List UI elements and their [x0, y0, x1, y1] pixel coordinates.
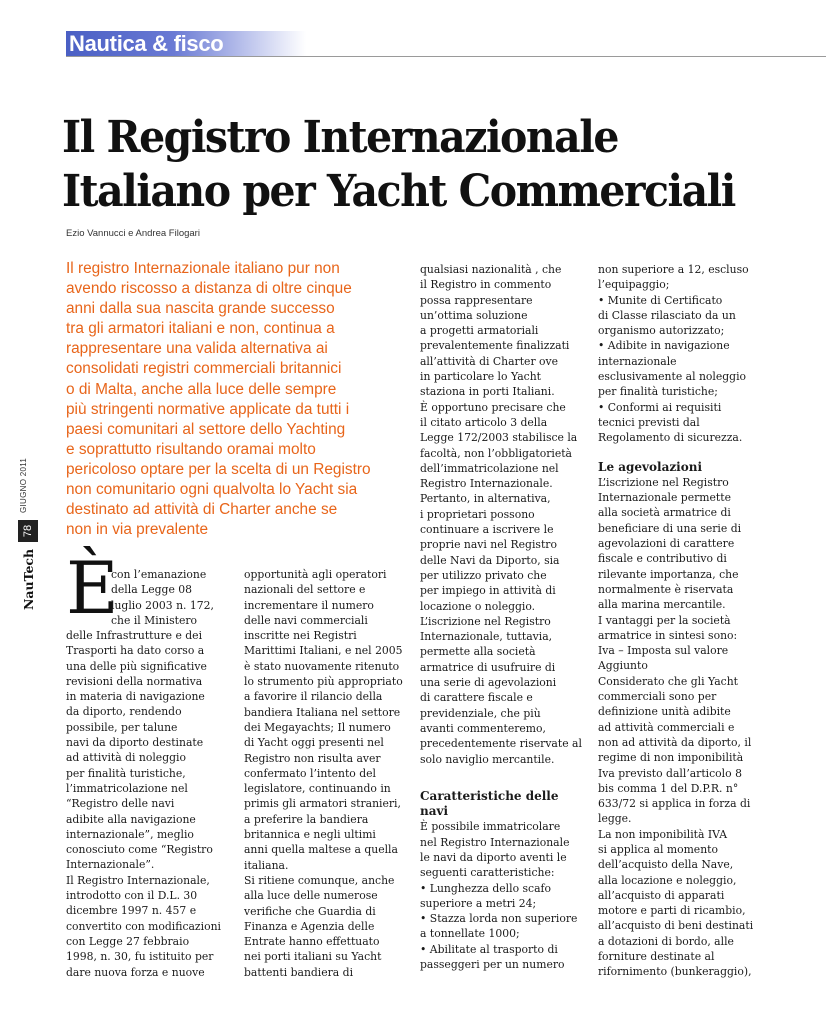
text-line: delle Infrastrutture e dei [66, 629, 203, 642]
lead-line: o di Malta, anche alla luce delle sempre [66, 380, 337, 398]
text-line: ad attività di noleggio [66, 751, 186, 765]
subheading: Le agevolazioni [598, 459, 703, 474]
lead-line: anni dalla sua nascita grande successo [66, 300, 335, 318]
text-line: • Adibite in navigazione [598, 339, 730, 353]
text-line: bis comma 1 del D.P.R. n° [598, 781, 739, 795]
text-line: possa rappresentare [420, 293, 533, 307]
text-line: La non imponibilità IVA [598, 827, 727, 841]
text-line: per utilizzo privato che [420, 568, 547, 582]
text-line: si applica al momento [598, 842, 718, 856]
text-line: normalmente è riservata [598, 582, 734, 596]
issue-date: GIUGNO 2011 [19, 457, 28, 513]
text-line: tecnici previsti dal [598, 415, 700, 429]
text-line: dei Megayachts; Il numero [244, 720, 391, 734]
text-line: il citato articolo 3 della [420, 415, 548, 429]
text-line: a tonnellate 1000; [420, 927, 520, 941]
drop-cap: È [66, 546, 119, 630]
text-line: introdotto con il D.L. 30 [66, 889, 198, 903]
text-line: • Munite di Certificato [598, 293, 723, 307]
text-line: in materia di navigazione [66, 690, 205, 704]
page-number: 78 [22, 524, 34, 538]
page-number-badge [18, 520, 38, 542]
text-line: a favorire il rilancio della [244, 690, 383, 704]
text-line: • Conformi ai requisiti [598, 400, 722, 414]
text-line: confermato l’intento del [244, 766, 376, 780]
text-line: bandiera Italiana nel settore [244, 705, 401, 719]
byline: Ezio Vannucci e Andrea Filogari [66, 228, 200, 239]
lead-line: non in via prevalente [66, 521, 209, 539]
text-line: l’immatricolazione nel [66, 781, 188, 795]
text-line: nazionali del settore e [244, 583, 366, 597]
text-line: staziona in porti Italiani. [420, 385, 555, 399]
text-line: le navi da diporto aventi le [420, 850, 567, 864]
text-line: Legge 172/2003 stabilisce la [420, 431, 578, 445]
text-line: Considerato che gli Yacht [598, 674, 739, 688]
text-line: con l’emanazione [111, 568, 207, 581]
text-line: di Yacht oggi presenti nel [244, 736, 384, 750]
text-line: armatrice in sintesi sono: [598, 628, 738, 642]
text-line: navi da diporto destinate [66, 736, 204, 750]
text-line: lo strumento più appropriato [244, 675, 403, 689]
lead-line: Il registro Internazionale italiano pur non [66, 260, 340, 277]
text-line: nel Registro Internazionale [420, 835, 570, 849]
text-line: italiana. [244, 858, 289, 872]
text-line: per finalità turistiche, [66, 766, 186, 780]
text-line: i proprietari possono [420, 507, 535, 521]
text-line: precedentemente riservate al [420, 737, 582, 751]
text-line: • Abilitate al trasporto di [420, 942, 558, 956]
section-tag [66, 31, 306, 57]
text-line: L’iscrizione nel Registro [420, 614, 551, 628]
text-line: possibile, per talune [66, 720, 178, 734]
text-line: Internazionale”. [66, 858, 155, 872]
article-title [62, 110, 822, 218]
text-line: dell’immatricolazione nel [420, 461, 559, 475]
lead-line: rappresentare una valida alternativa ai [66, 340, 328, 358]
text-line: nei porti italiani su Yacht [244, 950, 382, 964]
text-line: 1998, n. 30, fu istituito per [66, 950, 214, 964]
text-line: Regolamento di sicurezza. [598, 431, 743, 445]
text-line: esclusivamente al noleggio [598, 370, 747, 384]
title-line: Il Registro Internazionale [62, 111, 618, 163]
text-line: delle navi commerciali [244, 613, 368, 627]
text-line: adibite alla navigazione [66, 812, 196, 826]
column-1-indented [111, 567, 241, 628]
text-line: solo naviglio mercantile. [420, 752, 555, 766]
text-line: Finanza e Agenzia delle [244, 919, 375, 933]
section-label: Nautica & fisco [69, 31, 224, 56]
text-line: opportunità agli operatori [244, 568, 387, 581]
text-line: per impiego in attività di [420, 584, 556, 598]
column-3 [420, 262, 595, 972]
text-line: beneficiare di una serie di [598, 521, 742, 535]
text-line: È possibile immatricolare [420, 820, 561, 834]
column-1 [66, 628, 241, 980]
text-line: britannica e negli ultimi [244, 828, 376, 842]
lead-line: più stringenti normative applicate da tutti i [66, 400, 350, 418]
text-line: dare nuova forza e nuove [66, 965, 205, 979]
text-line: agevolazioni di carattere [598, 537, 735, 551]
text-line: all’acquisto di apparati [598, 888, 725, 902]
text-line: non superiore a 12, escluso [598, 263, 749, 276]
text-line: avanti commenteremo, [420, 721, 546, 735]
text-line: un’ottima soluzione [420, 308, 528, 322]
text-line: motore e parti di ricambio, [598, 904, 746, 918]
text-line: Registro Internazionale. [420, 477, 553, 491]
text-line: con Legge 27 febbraio [66, 934, 190, 948]
text-line: permette alla società [420, 645, 536, 659]
text-line: Trasporti ha dato corso a [66, 644, 205, 658]
text-line: fiscale e contributivo di [598, 552, 727, 566]
text-line: locazione o noleggio. [420, 599, 536, 613]
lead-line: consolidati registri commerciali britannici [66, 360, 342, 378]
text-line: proprie navi nel Registro [420, 538, 557, 552]
text-line: “Registro delle navi [66, 797, 175, 811]
text-line: prevalentemente finalizzati [420, 339, 570, 353]
text-line: in particolare lo Yacht [420, 370, 542, 384]
text-line: seguenti caratteristiche: [420, 866, 555, 880]
text-line: all’attività di Charter ove [420, 354, 559, 368]
text-line: da diporto, rendendo [66, 705, 182, 719]
column-2 [244, 567, 419, 980]
magazine-name: NauTech [21, 548, 36, 610]
text-line: Iva previsto dall’articolo 8 [598, 766, 742, 780]
text-line: Il Registro Internazionale, [66, 873, 210, 887]
lead-line: tra gli armatori italiani e non, continua a [66, 320, 335, 338]
text-line: • Stazza lorda non superiore [420, 912, 578, 926]
text-line: facoltà, non l’obbligatorietà [420, 446, 572, 460]
text-line: previdenziale, che più [420, 706, 541, 720]
text-line: per finalità turistiche; [598, 385, 718, 399]
paragraph-gap [598, 446, 773, 460]
text-line: legge. [598, 812, 632, 826]
subheading: Caratteristiche delle [420, 788, 559, 803]
text-line: incrementare il numero [244, 598, 374, 612]
text-line: regime di non imponibilità [598, 751, 744, 765]
text-line: alla società armatrice di [598, 506, 731, 520]
text-line: Aggiunto [598, 659, 648, 673]
text-line: forniture destinate al [598, 950, 715, 964]
lead-line: e soprattutto risultando oramai molto [66, 440, 316, 458]
text-line: primis gli armatori stranieri, [244, 797, 401, 811]
text-line: continuare a iscrivere le [420, 523, 554, 537]
column-4 [598, 262, 773, 980]
text-line: di carattere fiscale e [420, 691, 533, 705]
text-line: dicembre 1997 n. 457 e [66, 904, 197, 918]
lead-line: pericoloso optare per la scelta di un Registro [66, 460, 371, 478]
text-line: alla locazione e noleggio, [598, 873, 737, 887]
text-line: l’equipaggio; [598, 278, 670, 292]
text-line: L’iscrizione nel Registro [598, 475, 729, 489]
text-line: battenti bandiera di [244, 965, 354, 979]
text-line: Internazionale, tuttavia, [420, 630, 553, 644]
text-line: a progetti armatoriali [420, 324, 539, 338]
text-line: anni quella maltese a quella [244, 843, 398, 857]
text-line: convertito con modificazioni [66, 919, 221, 933]
text-line: che il Ministero [111, 613, 198, 627]
text-line: Iva – Imposta sul valore [598, 644, 729, 658]
text-line: revisioni della normativa [66, 674, 203, 688]
text-line: passeggeri per un numero [420, 958, 565, 972]
text-line: luglio 2003 n. 172, [111, 598, 214, 612]
text-line: dell’acquisto della Nave, [598, 858, 734, 872]
text-line: all’acquisto di beni destinati [598, 919, 754, 933]
text-line: il Registro in commento [420, 278, 552, 292]
text-line: alla marina mercantile. [598, 598, 726, 612]
text-line: è stato nuovamente ritenuto [244, 659, 400, 673]
text-line: Marittimi Italiani, e nel 2005 [244, 644, 403, 658]
text-line: internazionale [598, 354, 677, 368]
text-line: a dotazioni di bordo, alle [598, 934, 734, 948]
text-line: È opportuno precisare che [420, 400, 566, 414]
text-line: definizione unità adibite [598, 705, 731, 719]
text-line: Pertanto, in alternativa, [420, 492, 551, 506]
text-line: I vantaggi per la società [598, 613, 731, 627]
text-line: organismo autorizzato; [598, 324, 725, 338]
lead-line: avendo riscosso a distanza di oltre cinque [66, 280, 352, 298]
text-line: della Legge 08 [111, 583, 193, 597]
text-line: una delle più significative [66, 659, 207, 673]
subheading: navi [420, 804, 449, 819]
text-line: qualsiasi nazionalità , che [420, 263, 562, 276]
text-line: di Classe rilasciato da un [598, 308, 736, 322]
text-line: armatrice di usufruire di [420, 660, 556, 674]
header-rule [66, 56, 826, 57]
text-line: ad attività commerciali e [598, 720, 735, 734]
lead-paragraph [66, 259, 406, 540]
text-line: • Lunghezza dello scafo [420, 881, 552, 895]
title-line: Italiano per Yacht Commerciali [62, 165, 735, 217]
text-line: 633/72 si applica in forza di [598, 797, 751, 811]
text-line: Si ritiene comunque, anche [244, 873, 395, 887]
text-line: alla luce delle numerose [244, 889, 378, 903]
paragraph-gap [420, 767, 595, 789]
text-line: legislatore, continuando in [244, 782, 391, 796]
text-line: Entrate hanno effettuato [244, 935, 380, 949]
text-line: verifiche che Guardia di [244, 904, 376, 918]
lead-line: paesi comunitari al settore dello Yachting [66, 420, 346, 438]
text-line: commerciali sono per [598, 690, 717, 704]
text-line: Internazionale permette [598, 491, 731, 505]
text-line: rifornimento (bunkeraggio), [598, 965, 752, 979]
text-line: delle Navi da Diporto, sia [420, 553, 560, 567]
text-line: rilevante importanza, che [598, 567, 739, 581]
lead-line: non comunitario ogni qualvolta lo Yacht sia [66, 481, 358, 499]
text-line: superiore a metri 24; [420, 896, 537, 910]
lead-line: destinato ad attività di Charter anche se [66, 501, 338, 519]
text-line: Registro non risulta aver [244, 751, 381, 765]
text-line: inscritte nei Registri [244, 629, 357, 643]
text-line: non ad attività da diporto, il [598, 735, 752, 749]
text-line: conosciuto come “Registro [66, 843, 213, 857]
text-line: una serie di agevolazioni [420, 676, 557, 690]
text-line: a preferire la bandiera [244, 812, 369, 826]
text-line: internazionale”, meglio [66, 827, 194, 841]
